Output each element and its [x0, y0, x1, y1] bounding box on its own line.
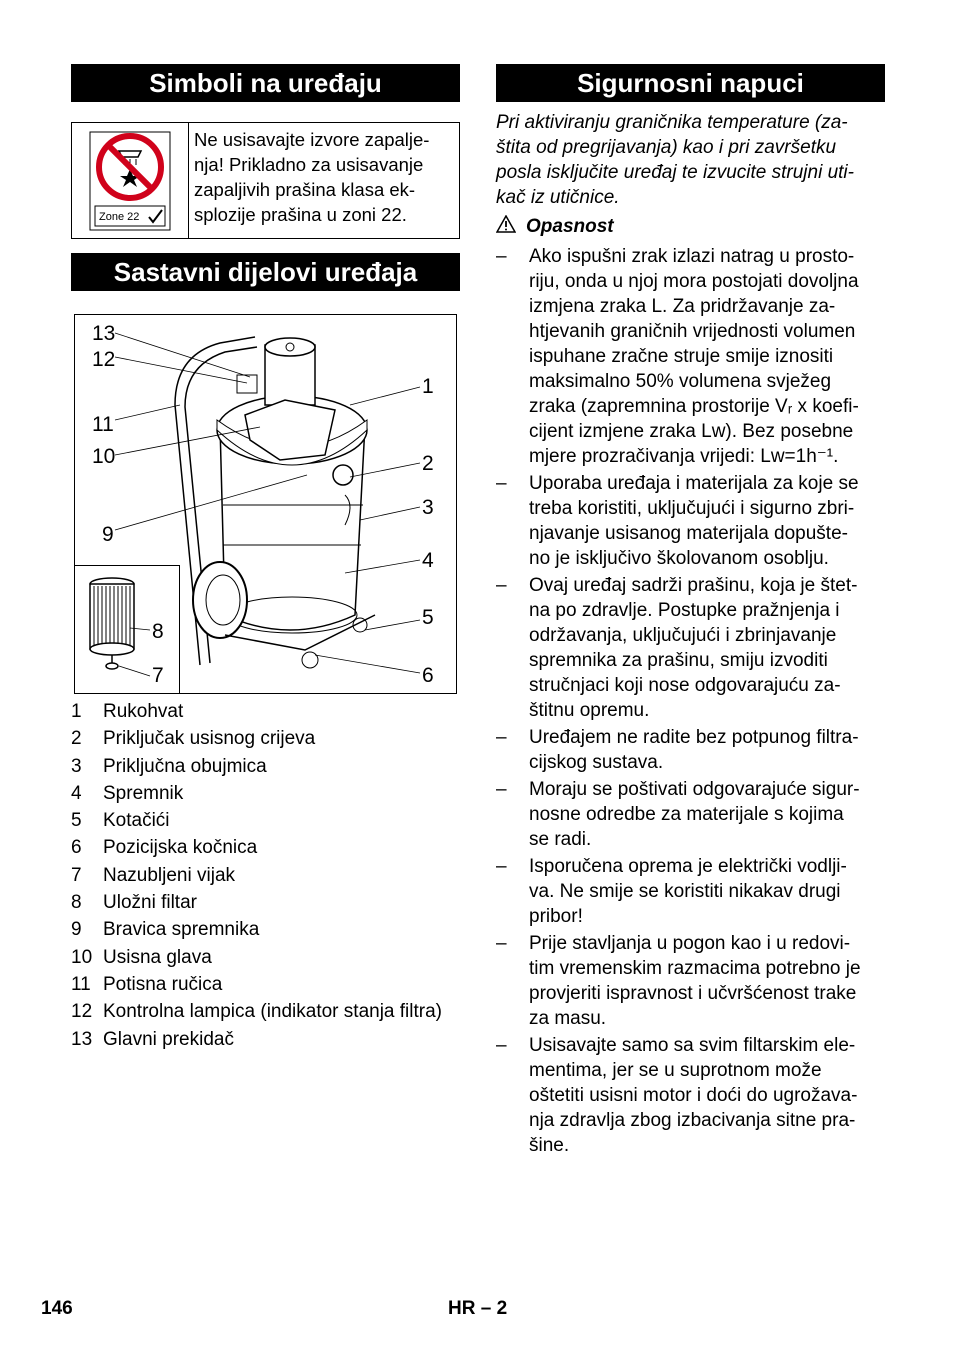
- list-item: [496, 725, 885, 775]
- safety-intro: Pri aktiviranju graničnika temperature (za- štita od pregrijavanja) kao i pri završetku posla isključite uređaj te izvucite strujni uti- kač iz utičnice.: [496, 112, 854, 208]
- list-item: [496, 573, 885, 723]
- parts-list: [71, 698, 460, 1053]
- warning-triangle-icon: [496, 215, 516, 239]
- bullet-dash: –: [496, 727, 507, 748]
- symbol-text-line: nja! Prikladno za usisavanje: [194, 154, 424, 175]
- figure-number-5: 5: [422, 606, 434, 629]
- figure-number-1: 1: [422, 375, 434, 398]
- figure-number-8: 8: [152, 620, 164, 643]
- bullet-text: Uređajem ne radite bez potpunog filtra- cijskog sustava.: [529, 727, 859, 773]
- language-page-marker: HR – 2: [448, 1298, 508, 1319]
- list-item: [496, 931, 885, 1031]
- figure-number-3: 3: [422, 496, 434, 519]
- figure-number-6: 6: [422, 664, 434, 687]
- list-item: 12 Kontrolna lampica (indikator stanja filtra): [71, 1001, 442, 1023]
- danger-label: Opasnost: [526, 216, 614, 237]
- vacuum-cleaner-figure: [74, 314, 457, 694]
- list-item: 13 Glavni prekidač: [71, 1028, 234, 1050]
- list-item: 8 Uložni filtar: [71, 892, 197, 914]
- figure-number-9: 9: [102, 523, 114, 546]
- section-heading-safety: Sigurnosni napuci: [496, 64, 885, 102]
- figure-number-4: 4: [422, 549, 434, 572]
- list-item: 1 Rukohvat: [71, 701, 184, 722]
- list-item: 4 Spremnik: [71, 782, 184, 804]
- list-item: 11 Potisna ručica: [71, 973, 223, 995]
- figure-number-7: 7: [152, 664, 164, 687]
- bullet-dash: –: [496, 246, 507, 267]
- bullet-text: Ako ispušni zrak izlazi natrag u prosto- riju, onda u njoj mora postojati dovoljna izmjena zraka L. Za pridržavanje za- htjevanih graničnih vrijednosti volumen ispuhane zračne struje smije iznositi maksimalno 50% volumena svježeg zraka (zapremnina prostorije Vᵣ x koefi- cijent izmjene zraka Lᴡ). Bez posebne mjere prozračivanja vrijedi: Lᴡ=1h⁻¹.: [529, 246, 859, 467]
- page-number: 146: [41, 1298, 73, 1319]
- list-item: 2 Priključak usisnog crijeva: [71, 728, 316, 750]
- symbol-box: [71, 122, 460, 239]
- list-item: [496, 854, 885, 929]
- safety-bullets: [496, 244, 885, 1158]
- list-item: [496, 777, 885, 852]
- bullet-text: Prije stavljanja u pogon kao i u redovi- tim vremenskim razmacima potrebno je provjeriti ispravnost i učvršćenost trake za masu.: [529, 933, 861, 1029]
- bullet-dash: –: [496, 1035, 507, 1056]
- symbol-text-line: splozije prašina u zoni 22.: [194, 204, 407, 225]
- danger-heading: [496, 214, 885, 240]
- bullet-dash: –: [496, 779, 507, 800]
- list-item: 7 Nazubljeni vijak: [71, 864, 236, 886]
- no-ignition-sources-icon: [72, 123, 189, 238]
- figure-number-2: 2: [422, 452, 434, 475]
- bullet-text: Ovaj uređaj sadrži prašinu, koja je štet- na po zdravlje. Postupke pražnjenja i održavanja, uključujući i zbrinjavanje spremnika za prašinu, smiju izvoditi stručnjaci koji nose odgovarajuću za- štitnu opremu.: [529, 575, 858, 721]
- figure-number-11: 11: [92, 413, 114, 436]
- filter-inset: [75, 565, 180, 694]
- list-item: 10 Usisna glava: [71, 946, 212, 968]
- list-item: [496, 1033, 885, 1158]
- bullet-text: Usisavajte samo sa svim filtarskim ele- mentima, jer se u suprotnom može oštetiti usisni motor i doći do ugrožava- nja zdravlja zbog izbacivanja sitne pra- šine.: [529, 1035, 858, 1156]
- symbol-text-line: zapaljivih prašina klasa ek-: [194, 179, 416, 200]
- list-item: 5 Kotačići: [71, 810, 170, 832]
- symbol-text-line: Ne usisavajte izvore zapalje-: [194, 129, 430, 150]
- bullet-dash: –: [496, 575, 507, 596]
- section-heading-parts: Sastavni dijelovi uređaja: [71, 253, 460, 291]
- list-item: 6 Pozicijska kočnica: [71, 837, 258, 859]
- section-heading-symbols: Simboli na uređaju: [71, 64, 460, 102]
- left-column: [71, 64, 460, 1072]
- bullet-text: Isporučena oprema je električki vodlji- va. Ne smije se koristiti nikakav drugi pribor!: [529, 856, 847, 927]
- bullet-dash: –: [496, 856, 507, 877]
- zone-label: Zone 22: [99, 210, 140, 223]
- bullet-dash: –: [496, 933, 507, 954]
- bullet-dash: –: [496, 473, 507, 494]
- right-column: [496, 64, 885, 1160]
- bullet-text: Moraju se poštivati odgovarajuće sigur- nosne odredbe za materijale s kojima se radi.: [529, 779, 860, 850]
- figure-number-10: 10: [92, 445, 116, 468]
- list-item: 3 Priključna obujmica: [71, 755, 267, 777]
- list-item: 9 Bravica spremnika: [71, 919, 260, 941]
- figure-number-13: 13: [92, 322, 116, 345]
- figure-number-12: 12: [92, 348, 116, 371]
- list-item: [496, 244, 885, 469]
- list-item: [496, 471, 885, 571]
- symbol-description: [189, 123, 433, 238]
- bullet-text: Uporaba uređaja i materijala za koje se treba koristiti, uključujući i sigurno zbri- njavanje usisanog materijala dopušte- no je isključivo školovanom osoblju.: [529, 473, 859, 569]
